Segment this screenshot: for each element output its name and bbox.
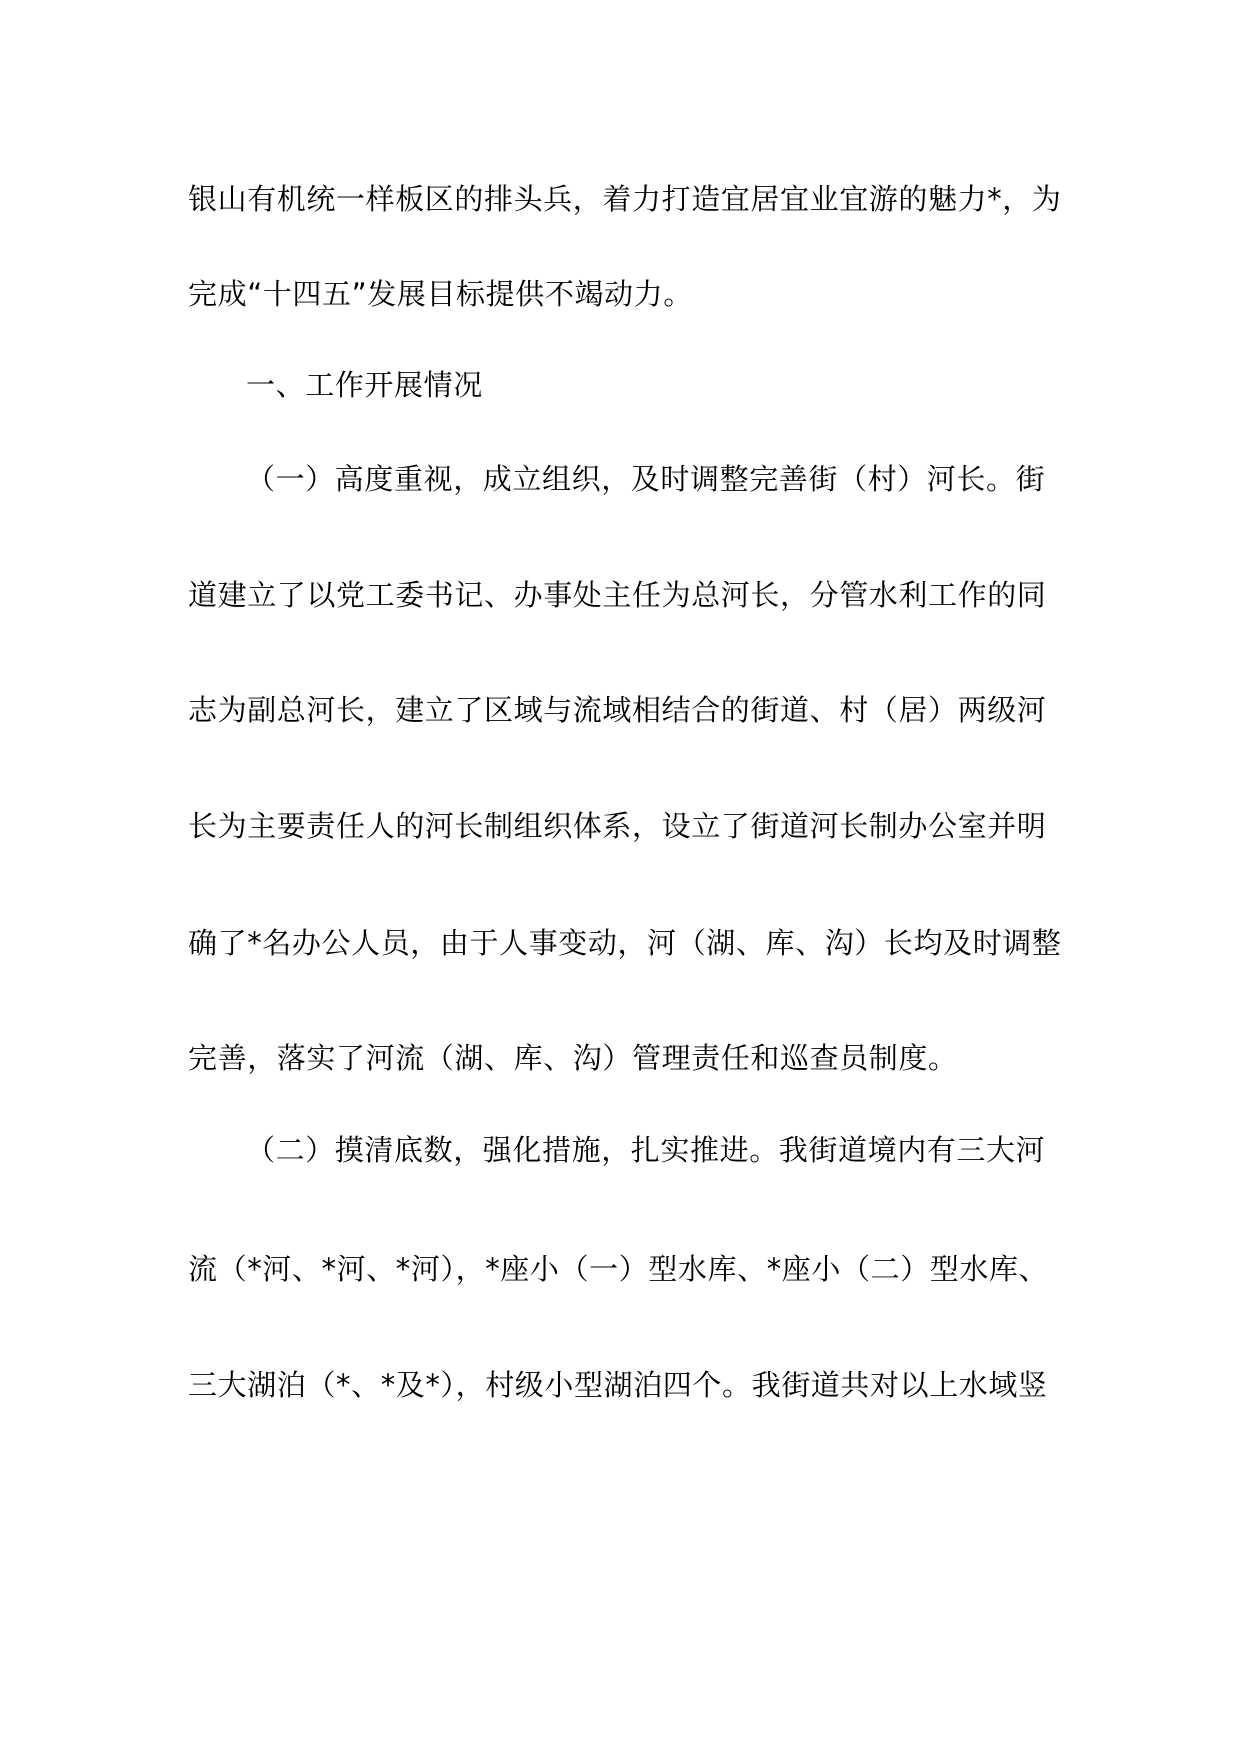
paragraph-line: 长为主要责任人的河长制组织体系，设立了街道河长制办公室并明	[188, 809, 1047, 843]
subsection-heading-line: （二）摸清底数，强化措施，扎实推进。我街道境内有三大河	[246, 1133, 1046, 1167]
paragraph-line: 志为副总河长，建立了区域与流域相结合的街道、村（居）两级河	[188, 693, 1047, 727]
paragraph-line: 完善，落实了河流（湖、库、沟）管理责任和巡查员制度。	[188, 1041, 958, 1075]
paragraph-line: 确了*名办公人员，由于人事变动，河（湖、库、沟）长均及时调整	[188, 926, 1062, 960]
section-heading: 一、工作开展情况	[246, 368, 483, 402]
paragraph-line: 流（*河、*河、*河），*座小（一）型水库、*座小（二）型水库、	[188, 1252, 1049, 1286]
paragraph-line: 银山有机统一样板区的排头兵，着力打造宜居宜业宜游的魅力*，为	[188, 182, 1062, 216]
paragraph-line: 完成“十四五”发展目标提供不竭动力。	[188, 277, 693, 311]
paragraph-line: 三大湖泊（*、*及*），村级小型湖泊四个。我街道共对以上水域竖	[188, 1368, 1048, 1402]
paragraph-line: 道建立了以党工委书记、办事处主任为总河长，分管水利工作的同	[188, 578, 1047, 612]
subsection-heading-line: （一）高度重视，成立组织，及时调整完善街（村）河长。街	[246, 462, 1046, 496]
